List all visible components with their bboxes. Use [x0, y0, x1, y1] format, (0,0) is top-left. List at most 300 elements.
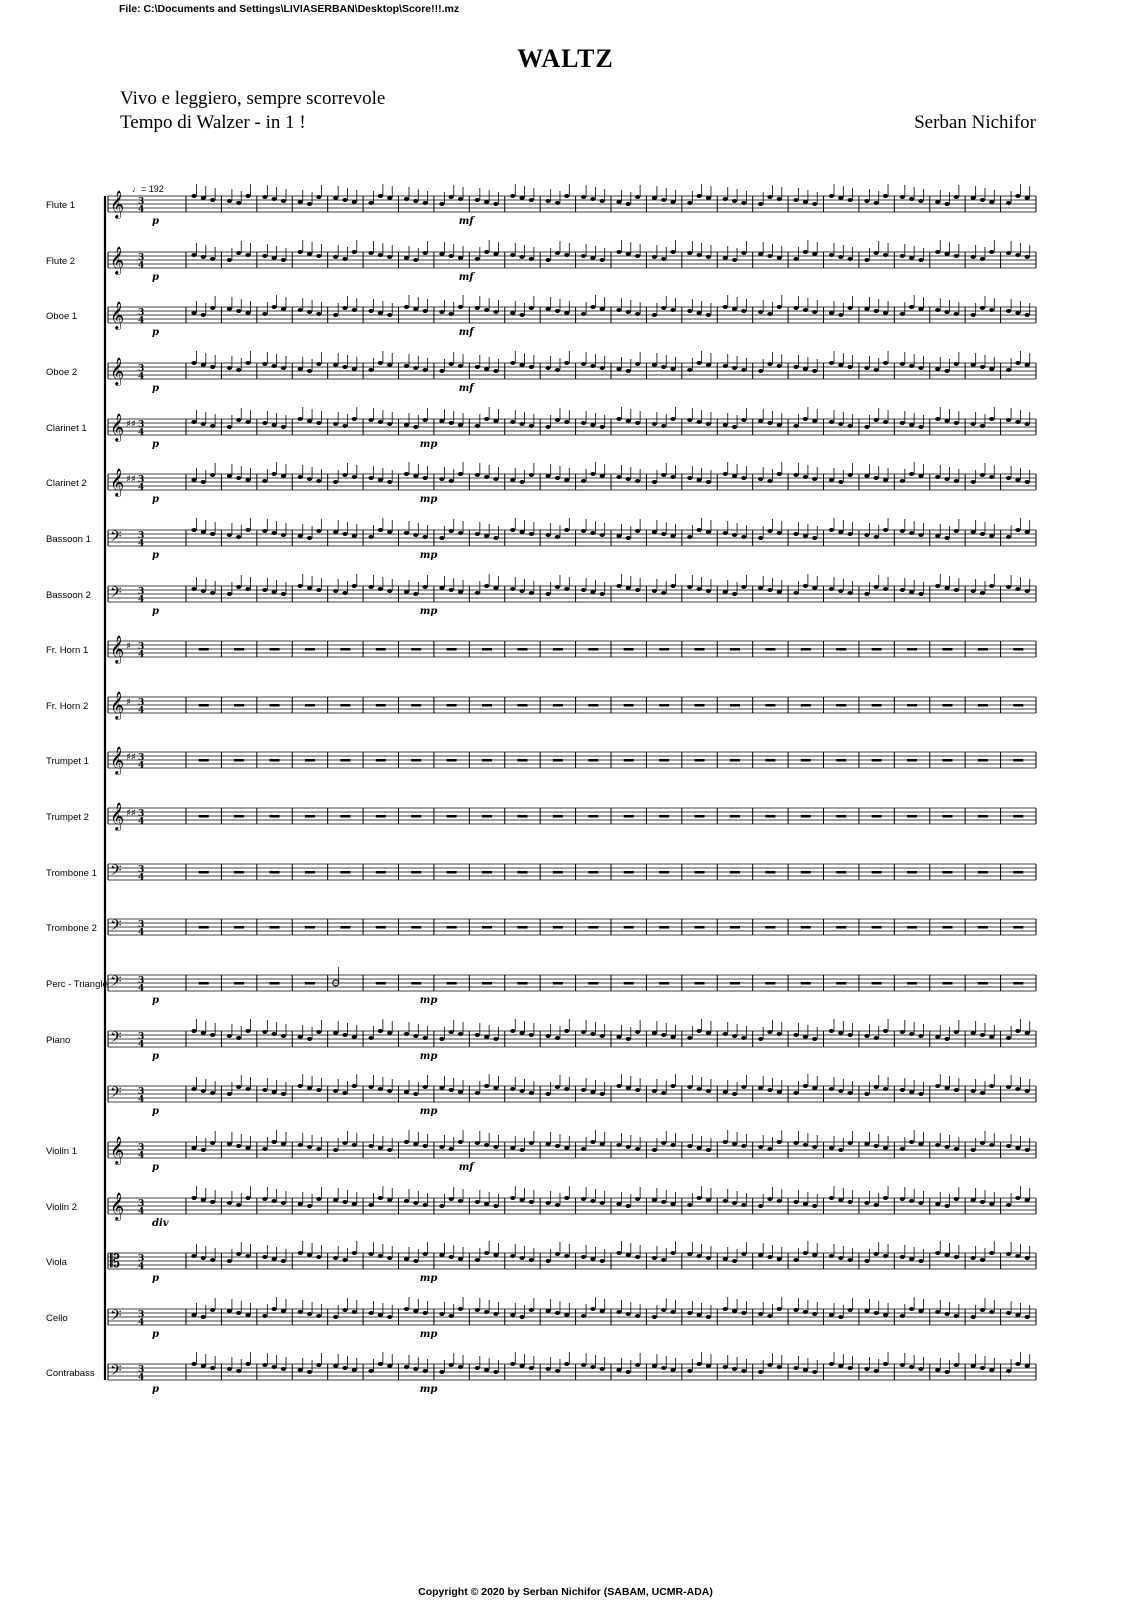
whole-rest: [411, 704, 421, 707]
note-head: [874, 368, 879, 372]
note-head: [333, 1256, 338, 1260]
time-signature-bottom: 4: [138, 817, 145, 827]
note-head: [493, 369, 498, 373]
note-head: [980, 424, 985, 428]
note-head: [723, 1365, 728, 1369]
note-head: [210, 424, 215, 428]
note-head: [1015, 253, 1020, 257]
note-head: [191, 1029, 196, 1033]
note-head: [670, 1310, 675, 1314]
instrument-label: Fr. Horn 2: [46, 701, 89, 712]
note-head: [812, 1145, 817, 1149]
note-head: [529, 591, 534, 595]
whole-rest: [659, 648, 669, 651]
note-head: [581, 529, 586, 533]
note-head: [439, 1204, 444, 1208]
note-head: [874, 1085, 879, 1089]
note-head: [555, 1036, 560, 1040]
dynamic-marking: p: [152, 1329, 159, 1340]
note-head: [723, 1090, 728, 1094]
note-head: [439, 202, 444, 206]
whole-rest: [659, 982, 669, 985]
note-head: [519, 1198, 524, 1202]
note-head: [564, 1146, 569, 1150]
note-head: [989, 308, 994, 312]
whole-rest: [517, 982, 527, 985]
whole-rest: [199, 926, 209, 929]
note-head: [378, 311, 383, 315]
note-head: [670, 1143, 675, 1147]
note-head: [1015, 1313, 1020, 1317]
whole-rest: [907, 815, 917, 818]
note-head: [272, 256, 277, 260]
note-head: [352, 200, 357, 204]
note-head: [387, 363, 392, 367]
note-head: [236, 418, 241, 422]
note-head: [741, 309, 746, 313]
instrument-label: Violin 2: [46, 1202, 77, 1213]
note-head: [793, 1200, 798, 1204]
note-head: [298, 1143, 303, 1147]
note-head: [529, 1258, 534, 1262]
note-head: [829, 311, 834, 315]
note-head: [439, 1145, 444, 1149]
note-head: [236, 535, 241, 539]
note-head: [368, 1085, 373, 1089]
note-head: [741, 1252, 746, 1256]
whole-rest: [588, 759, 598, 762]
note-head: [227, 1367, 232, 1371]
note-head: [564, 311, 569, 315]
note-head: [758, 1204, 763, 1208]
note-head: [616, 584, 621, 588]
note-head: [529, 1091, 534, 1095]
whole-rest: [517, 759, 527, 762]
note-head: [449, 1314, 454, 1318]
note-head: [697, 253, 702, 257]
note-head: [980, 306, 985, 310]
whole-rest: [907, 648, 917, 651]
note-head: [812, 310, 817, 314]
note-head: [635, 362, 640, 366]
time-signature-bottom: 4: [138, 428, 145, 438]
note-head: [387, 422, 392, 426]
treble-clef: 𝄞: [110, 802, 125, 830]
note-head: [210, 257, 215, 261]
time-signature-top: 3: [138, 475, 145, 485]
note-head: [1015, 361, 1020, 365]
whole-rest: [588, 982, 598, 985]
note-head: [342, 257, 347, 261]
note-head: [687, 1252, 692, 1256]
note-head: [989, 475, 994, 479]
note-head: [971, 1089, 976, 1093]
note-head: [864, 592, 869, 596]
note-head: [475, 1141, 480, 1145]
note-head: [829, 194, 834, 198]
whole-rest: [447, 759, 457, 762]
note-head: [378, 587, 383, 591]
note-head: [484, 367, 489, 371]
whole-rest: [695, 648, 705, 651]
note-head: [918, 1142, 923, 1146]
note-head: [413, 533, 418, 537]
note-head: [387, 1031, 392, 1035]
whole-rest: [978, 982, 988, 985]
note-head: [352, 417, 357, 421]
bass-clef: 𝄢: [110, 862, 122, 883]
whole-rest: [411, 759, 421, 762]
note-head: [298, 1368, 303, 1372]
note-head: [900, 479, 905, 483]
time-signature-bottom: 4: [138, 1318, 145, 1328]
note-head: [423, 418, 428, 422]
note-head: [1015, 1146, 1020, 1150]
note-head: [519, 1315, 524, 1319]
time-signature-bottom: 4: [138, 1373, 145, 1383]
note-head: [874, 1311, 879, 1315]
whole-rest: [942, 926, 952, 929]
note-head: [423, 1085, 428, 1089]
whole-rest: [482, 982, 492, 985]
note-head: [378, 253, 383, 257]
note-head: [475, 1366, 480, 1370]
note-head: [909, 1365, 914, 1369]
whole-rest: [1013, 926, 1023, 929]
note-head: [245, 1254, 250, 1258]
note-head: [600, 1367, 605, 1371]
note-head: [519, 1256, 524, 1260]
note-head: [848, 532, 853, 536]
note-head: [989, 534, 994, 538]
note-head: [980, 473, 985, 477]
note-head: [616, 1368, 621, 1372]
note-head: [1006, 585, 1011, 589]
whole-rest: [553, 704, 563, 707]
note-head: [670, 475, 675, 479]
note-head: [874, 1036, 879, 1040]
note-head: [1006, 476, 1011, 480]
note-head: [423, 535, 428, 539]
note-head: [475, 532, 480, 536]
note-head: [555, 418, 560, 422]
note-head: [883, 1029, 888, 1033]
note-head: [546, 1092, 551, 1096]
whole-rest: [234, 926, 244, 929]
note-head: [413, 592, 418, 596]
note-head: [652, 196, 657, 200]
whole-rest: [553, 926, 563, 929]
note-head: [413, 1142, 418, 1146]
note-head: [281, 1034, 286, 1038]
note-head: [793, 473, 798, 477]
note-head: [803, 200, 808, 204]
time-signature-bottom: 4: [138, 1095, 145, 1105]
note-head: [848, 1091, 853, 1095]
note-head: [298, 1310, 303, 1314]
note-head: [900, 254, 905, 258]
note-head: [616, 1035, 621, 1039]
note-head: [1025, 363, 1030, 367]
note-head: [697, 1146, 702, 1150]
note-head: [635, 1197, 640, 1201]
whole-rest: [765, 982, 775, 985]
note-head: [635, 479, 640, 483]
note-head: [697, 1313, 702, 1317]
note-head: [652, 1031, 657, 1035]
whole-rest: [411, 815, 421, 818]
whole-rest: [942, 871, 952, 874]
whole-rest: [801, 704, 811, 707]
note-head: [475, 591, 480, 595]
note-head: [723, 1032, 728, 1036]
note-head: [404, 531, 409, 535]
note-head: [191, 253, 196, 257]
note-head: [272, 305, 277, 309]
note-head: [423, 201, 428, 205]
note-head: [848, 424, 853, 428]
note-head: [758, 310, 763, 314]
note-head: [272, 197, 277, 201]
whole-rest: [588, 815, 598, 818]
note-head: [227, 1201, 232, 1205]
note-head: [458, 423, 463, 427]
note-head: [262, 421, 267, 425]
note-head: [387, 255, 392, 259]
note-head: [272, 1199, 277, 1203]
note-head: [493, 202, 498, 206]
instrument-label: Perc - Triangle: [46, 979, 108, 990]
treble-clef: 𝄞: [110, 746, 125, 774]
note-head: [723, 531, 728, 535]
note-head: [626, 310, 631, 314]
note-head: [812, 586, 817, 590]
note-head: [777, 1257, 782, 1261]
note-head: [387, 1089, 392, 1093]
note-head: [980, 365, 985, 369]
note-head: [616, 1202, 621, 1206]
note-head: [874, 535, 879, 539]
note-head: [201, 255, 206, 259]
note-head: [1015, 478, 1020, 482]
note-head: [635, 1314, 640, 1318]
note-head: [546, 307, 551, 311]
note-head: [652, 1148, 657, 1152]
whole-rest: [305, 815, 315, 818]
note-head: [687, 251, 692, 255]
note-head: [316, 195, 321, 199]
note-head: [935, 1202, 940, 1206]
note-head: [423, 1036, 428, 1040]
note-head: [449, 1030, 454, 1034]
note-head: [519, 480, 524, 484]
note-head: [493, 477, 498, 481]
note-head: [626, 1204, 631, 1208]
note-head: [555, 1085, 560, 1089]
note-head: [971, 1031, 976, 1035]
note-head: [210, 591, 215, 595]
dynamic-marking: mf: [458, 1162, 474, 1173]
note-head: [635, 254, 640, 258]
note-head: [529, 532, 534, 536]
note-head: [413, 474, 418, 478]
note-head: [581, 254, 586, 258]
instrument-label: Oboe 2: [46, 367, 78, 378]
note-head: [741, 418, 746, 422]
note-head: [546, 1259, 551, 1263]
whole-rest: [659, 926, 669, 929]
note-head: [706, 255, 711, 259]
note-head: [281, 425, 286, 429]
score-title: WALTZ: [517, 44, 614, 73]
note-head: [475, 365, 480, 369]
note-head: [1025, 422, 1030, 426]
note-head: [510, 478, 515, 482]
note-head: [546, 1142, 551, 1146]
note-head: [909, 1140, 914, 1144]
note-head: [635, 588, 640, 592]
time-signature-bottom: 4: [138, 316, 145, 326]
note-head: [687, 1144, 692, 1148]
note-head: [245, 1196, 250, 1200]
note-head: [697, 1254, 702, 1258]
note-head: [616, 417, 621, 421]
note-head: [600, 307, 605, 311]
note-head: [732, 1034, 737, 1038]
note-head: [581, 195, 586, 199]
instrument-label: Trumpet 2: [46, 812, 89, 823]
note-head: [316, 312, 321, 316]
note-head: [732, 307, 737, 311]
note-head: [449, 529, 454, 533]
note-head: [333, 1031, 338, 1035]
note-head: [413, 1367, 418, 1371]
note-head: [697, 1196, 702, 1200]
note-head: [900, 1255, 905, 1259]
note-head: [484, 1084, 489, 1088]
instrument-label: Bassoon 1: [46, 534, 91, 545]
note-head: [307, 202, 312, 206]
note-head: [935, 475, 940, 479]
note-head: [378, 478, 383, 482]
note-head: [600, 1309, 605, 1313]
whole-rest: [730, 648, 740, 651]
note-head: [661, 473, 666, 477]
note-head: [661, 1308, 666, 1312]
note-head: [581, 421, 586, 425]
note-head: [935, 308, 940, 312]
note-head: [874, 476, 879, 480]
note-head: [1006, 1144, 1011, 1148]
note-head: [918, 1034, 923, 1038]
note-head: [883, 420, 888, 424]
note-head: [918, 1259, 923, 1263]
treble-clef: 𝄞: [110, 301, 125, 329]
time-signature-top: 3: [138, 1254, 145, 1264]
note-head: [564, 1313, 569, 1317]
note-head: [449, 421, 454, 425]
note-head: [581, 1314, 586, 1318]
note-head: [449, 1088, 454, 1092]
note-head: [510, 361, 515, 365]
note-head: [191, 194, 196, 198]
time-signature-top: 3: [138, 920, 145, 930]
whole-rest: [305, 704, 315, 707]
note-head: [848, 591, 853, 595]
bass-clef: 𝄢: [110, 528, 122, 549]
note-head: [1025, 196, 1030, 200]
note-head: [423, 368, 428, 372]
note-head: [883, 478, 888, 482]
note-head: [555, 1203, 560, 1207]
note-head: [900, 1363, 905, 1367]
note-head: [307, 369, 312, 373]
note-head: [758, 1037, 763, 1041]
whole-rest: [517, 648, 527, 651]
instrument-label: Trombone 1: [46, 868, 97, 879]
note-head: [191, 528, 196, 532]
note-head: [493, 310, 498, 314]
note-head: [333, 313, 338, 317]
note-head: [404, 1090, 409, 1094]
note-head: [316, 254, 321, 258]
note-head: [413, 366, 418, 370]
note-head: [652, 363, 657, 367]
note-head: [838, 589, 843, 593]
note-head: [564, 253, 569, 257]
note-head: [281, 1201, 286, 1205]
note-head: [475, 473, 480, 477]
note-head: [352, 1143, 357, 1147]
note-head: [812, 1037, 817, 1041]
note-head: [316, 1255, 321, 1259]
note-head: [723, 590, 728, 594]
note-head: [980, 1200, 985, 1204]
whole-rest: [199, 704, 209, 707]
note-head: [519, 255, 524, 259]
note-head: [387, 1198, 392, 1202]
whole-rest: [942, 815, 952, 818]
note-head: [519, 589, 524, 593]
copyright-notice: Copyright © 2020 by Serban Nichifor (SABAM, UCMR-ADA): [418, 1586, 713, 1598]
note-head: [616, 1310, 621, 1314]
note-head: [935, 1035, 940, 1039]
note-head: [723, 1257, 728, 1261]
note-head: [378, 1254, 383, 1258]
note-head: [652, 530, 657, 534]
note-head: [954, 1197, 959, 1201]
note-head: [635, 1363, 640, 1367]
note-head: [706, 480, 711, 484]
note-head: [697, 528, 702, 532]
time-signature-bottom: 4: [138, 261, 145, 271]
note-head: [1006, 1036, 1011, 1040]
note-head: [458, 590, 463, 594]
note-head: [262, 1088, 267, 1092]
note-head: [333, 1198, 338, 1202]
note-head: [564, 194, 569, 198]
note-head: [449, 1147, 454, 1151]
note-head: [935, 584, 940, 588]
dynamic-marking: p: [152, 327, 159, 338]
note-head: [423, 585, 428, 589]
note-head: [201, 589, 206, 593]
note-head: [900, 1147, 905, 1151]
note-head: [262, 1255, 267, 1259]
whole-rest: [482, 871, 492, 874]
note-head: [493, 1086, 498, 1090]
note-head: [342, 306, 347, 310]
